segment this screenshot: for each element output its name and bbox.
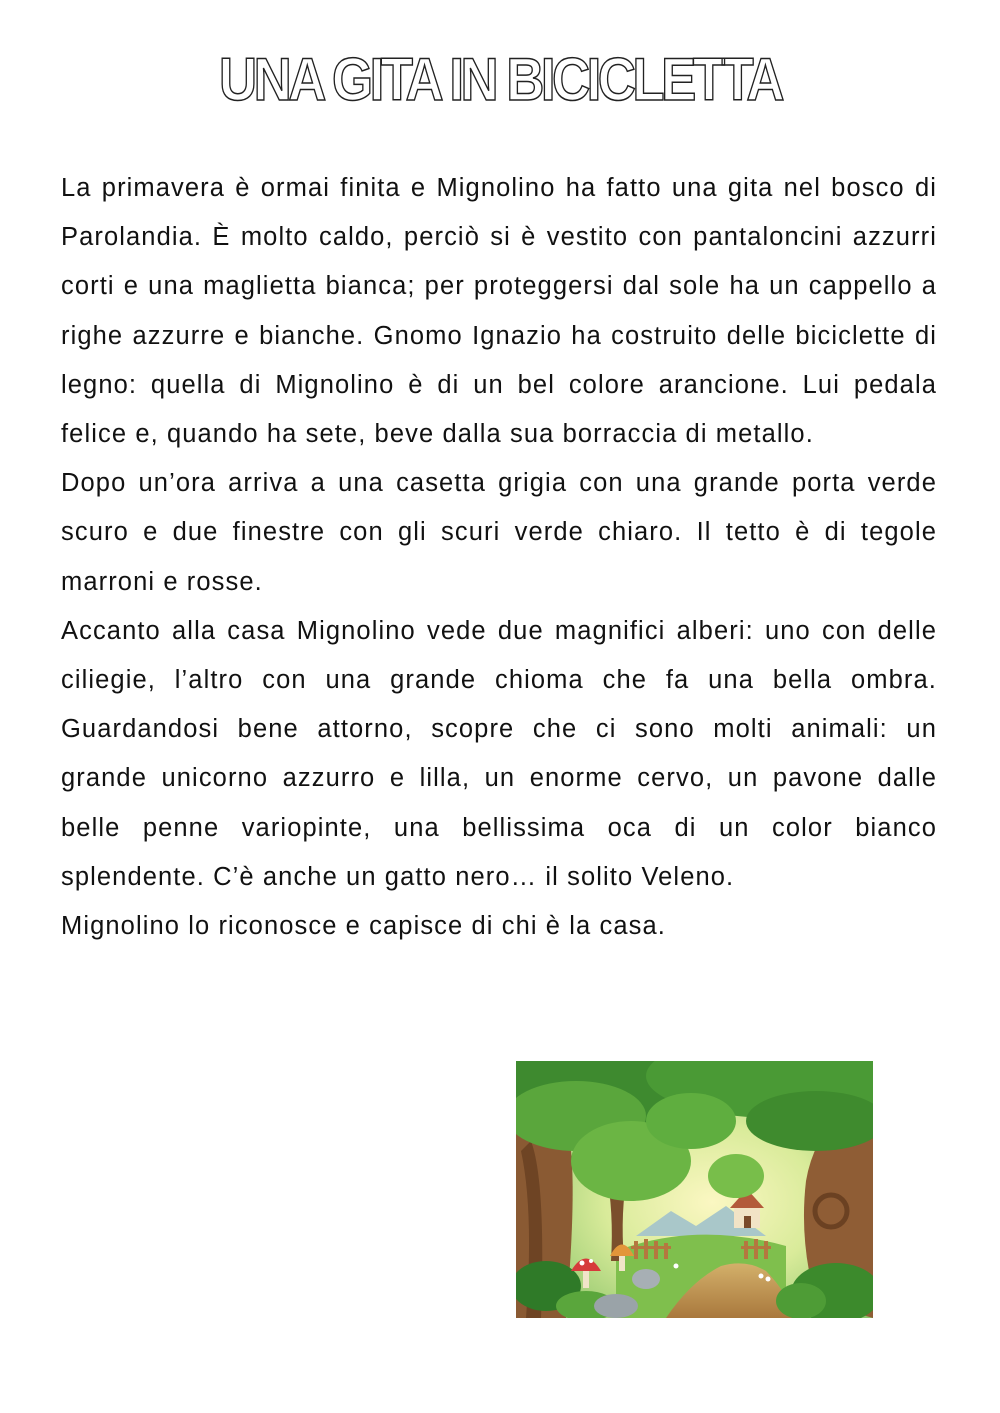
paragraph-2: Dopo un’ora arriva a una casetta grigia con una grande porta verde scuro e due finestre con gli scuri verde chiaro. Il tetto è di tegole marroni e rosse. [61,469,937,596]
paragraph-1: La primavera è ormai finita e Mignolino ha fatto una gita nel bosco di Parolandia. È molto caldo, perciò si è vestito con pantaloncini azzurri corti e una maglietta bianca; per proteggersi dal sole ha un cappello a righe azzurre e bianche. Gnomo Ignazio ha costruito delle biciclette di legno: quella di Mignolino è di un bel colore arancione. Lui pedala felice e, quando ha sete, beve dalla sua borraccia di metallo. [61,174,937,449]
paragraph-4: Mignolino lo riconosce e capisce di chi è la casa. [61,912,666,941]
forest-house-illustration [516,1061,873,1318]
page-title: UNA GITA IN BICICLETTA [219,46,781,113]
story-text [61,164,937,951]
paragraph-3: Accanto alla casa Mignolino vede due magnifici alberi: uno con delle ciliegie, l’altro con una grande chioma che fa una bella ombra. Guardandosi bene attorno, scopre che ci sono molti animali: un grande unicorno azzurro e lilla, un enorme cervo, un pavone dalle belle penne variopinte, una bellissima oca di un color bianco splendente. C’è anche un gatto nero… il solito Veleno. [61,616,937,891]
